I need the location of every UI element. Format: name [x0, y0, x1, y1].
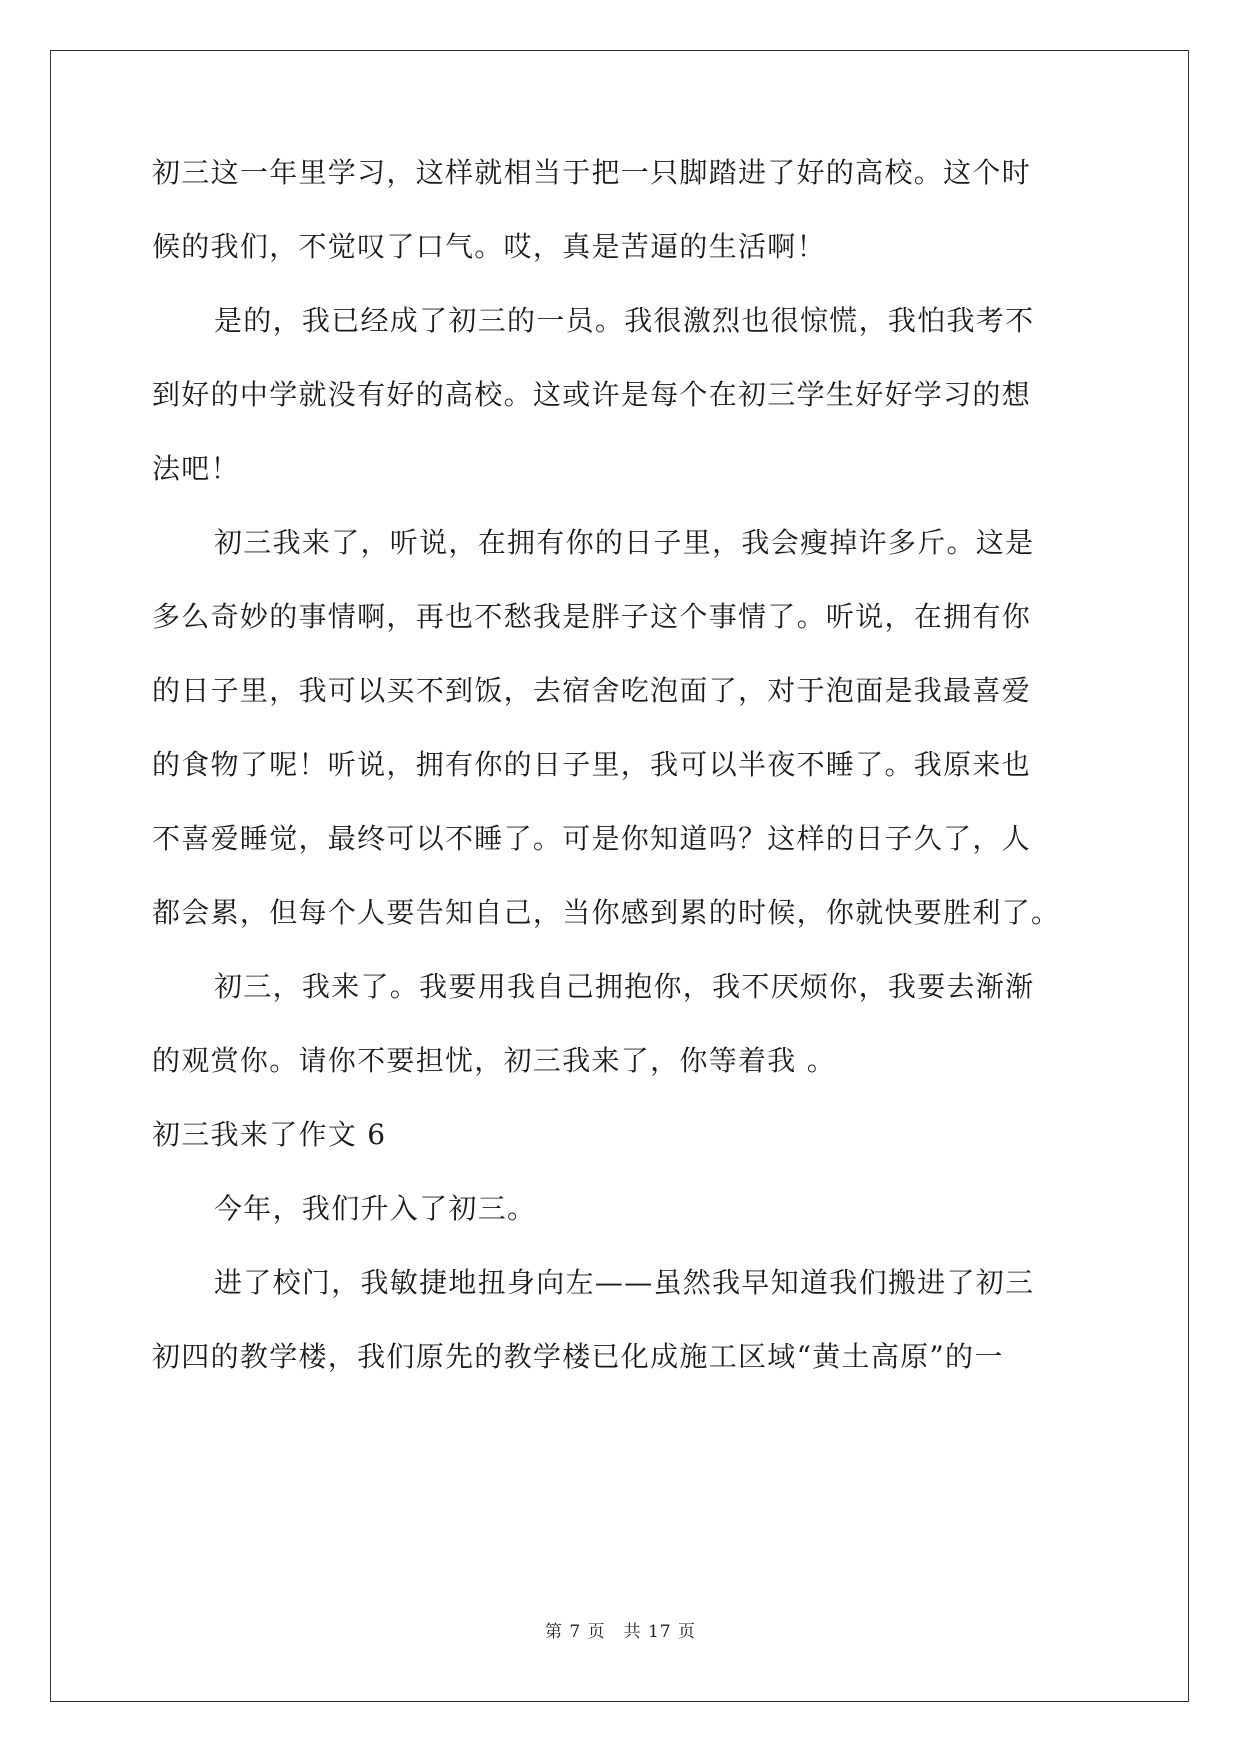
- text-line: 的日子里，我可以买不到饭，去宿舍吃泡面了，对于泡面是我最喜爱: [152, 674, 1032, 707]
- text-line: 法吧！: [152, 452, 240, 485]
- text-line: 不喜爱睡觉，最终可以不睡了。可是你知道吗？这样的日子久了，人: [152, 822, 1032, 855]
- paragraph-start-line: 初三我来了，听说，在拥有你的日子里，我会瘦掉许多斤。这是: [214, 526, 1035, 559]
- text-line: 初三这一年里学习，这样就相当于把一只脚踏进了好的高校。这个时: [152, 156, 1032, 189]
- text-line: 的食物了呢！听说，拥有你的日子里，我可以半夜不睡了。我原来也: [152, 748, 1032, 781]
- text-line: 候的我们，不觉叹了口气。哎，真是苦逼的生活啊！: [152, 230, 826, 263]
- page-footer: [0, 1620, 1241, 1644]
- text-line: 初四的教学楼，我们原先的教学楼已化成施工区域“黄土高原”的一: [152, 1340, 1004, 1373]
- paragraph-start-line: 今年，我们升入了初三。: [214, 1192, 537, 1225]
- section-heading: 初三我来了作文 6: [152, 1118, 387, 1151]
- text-line: 到好的中学就没有好的高校。这或许是每个在初三学生好好学习的想: [152, 378, 1032, 411]
- paragraph-start-line: 初三，我来了。我要用我自己拥抱你，我不厌烦你，我要去渐渐: [214, 970, 1035, 1003]
- page-border: [50, 50, 1189, 1702]
- page-number-total: 共 17 页: [623, 1622, 697, 1642]
- paragraph-start-line: 是的，我已经成了初三的一员。我很激烈也很惊慌，我怕我考不: [214, 304, 1035, 337]
- paragraph-start-line: 进了校门，我敏捷地扭身向左——虽然我早知道我们搬进了初三: [214, 1266, 1035, 1299]
- page-number-current: 第 7 页: [544, 1622, 606, 1642]
- text-line: 都会累，但每个人要告知自己，当你感到累的时候，你就快要胜利了。: [152, 896, 1061, 929]
- text-line: 的观赏你。请你不要担忧，初三我来了，你等着我 。: [152, 1044, 837, 1077]
- text-line: 多么奇妙的事情啊，再也不愁我是胖子这个事情了。听说，在拥有你: [152, 600, 1032, 633]
